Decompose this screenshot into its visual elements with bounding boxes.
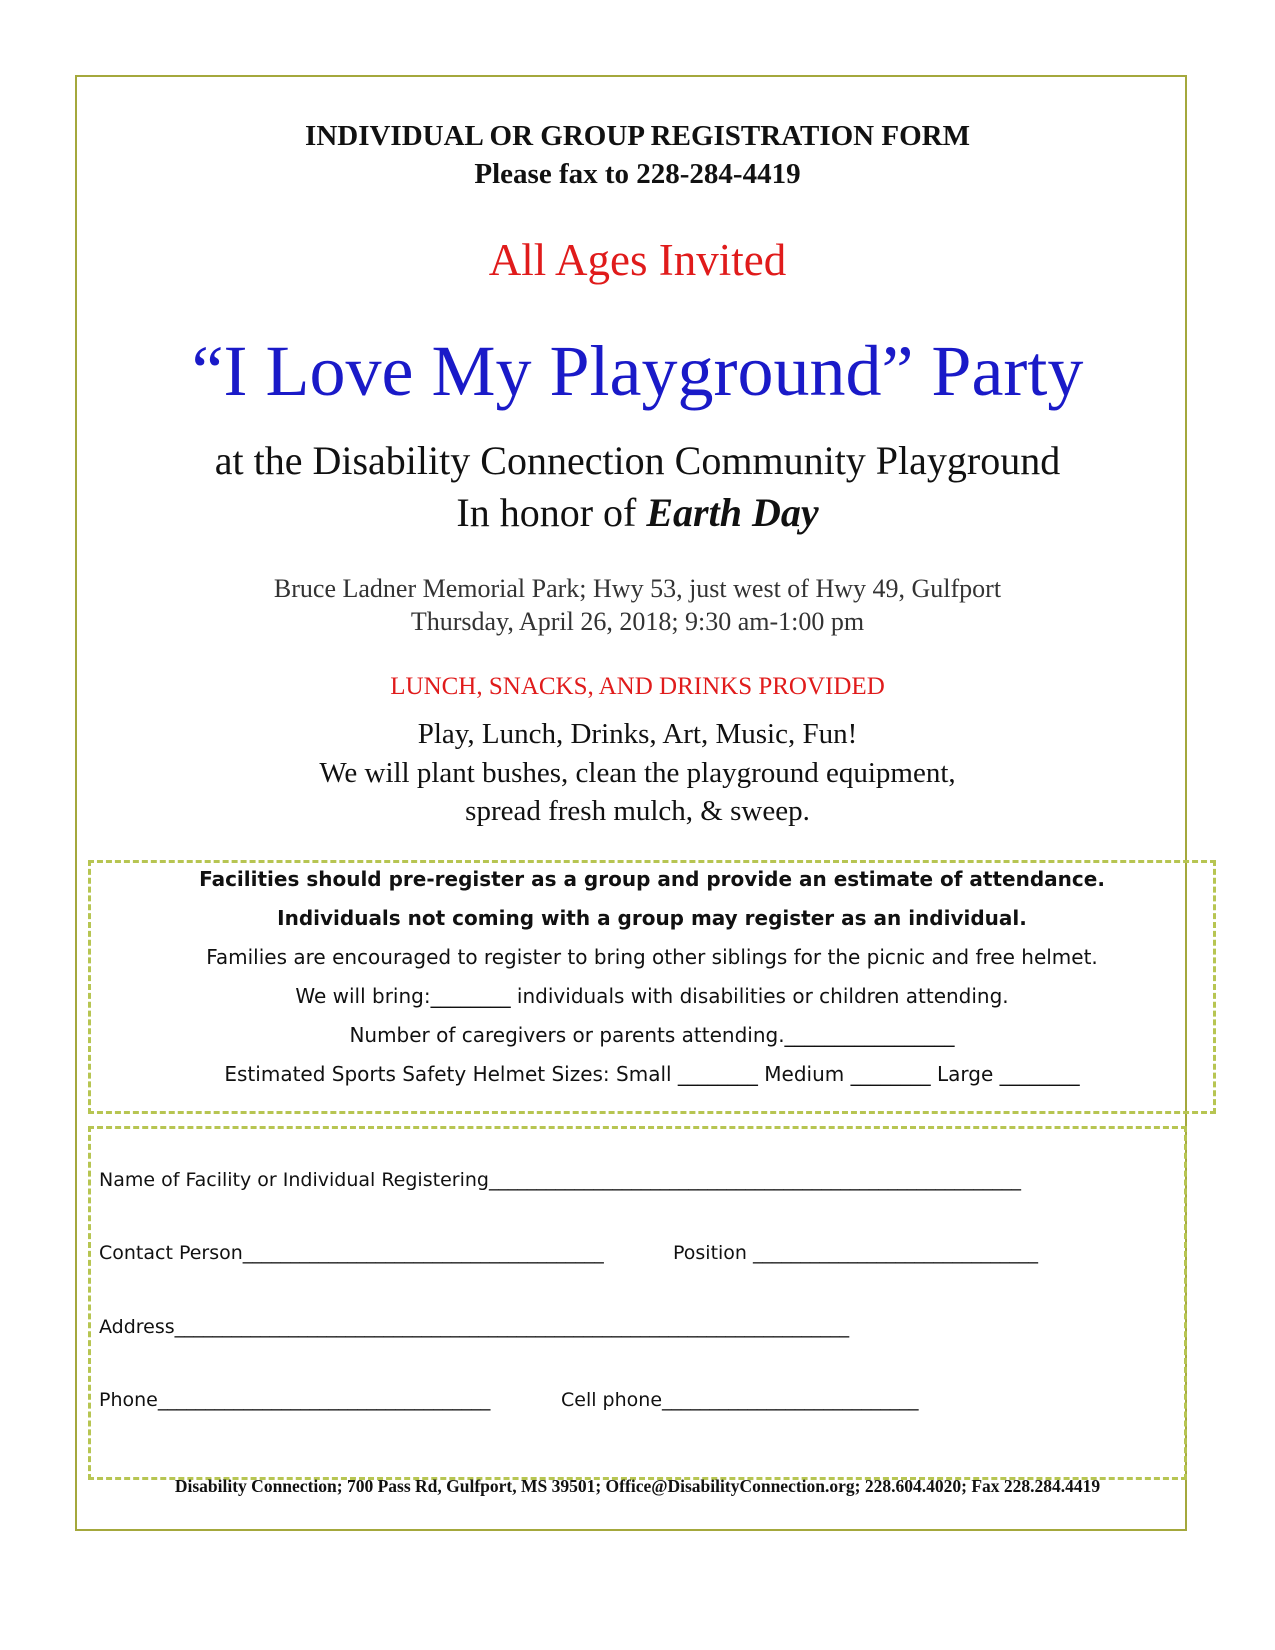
party-title: “I Love My Playground” Party [191, 331, 1084, 411]
provided-note: LUNCH, SNACKS, AND DRINKS PROVIDED [390, 673, 885, 700]
venue: Bruce Ladner Memorial Park; Hwy 53, just west of Hwy 49, Gulfport [273, 574, 1002, 603]
families-note: Families are encouraged to register to bring other siblings for the picnic and free helmet. [206, 945, 1098, 969]
earth-day: Earth Day [646, 490, 819, 535]
activities-line-1: Play, Lunch, Drinks, Art, Music, Fun! [417, 718, 858, 750]
honor-prefix: In honor of [456, 490, 647, 535]
we-will-bring-field[interactable]: We will bring:________ individuals with disabilities or children attending. [295, 984, 1009, 1008]
honor-line [0, 489, 1275, 536]
date-time: Thursday, April 26, 2018; 9:30 am-1:00 pm [410, 607, 865, 636]
activities-line-3: spread fresh mulch, & sweep. [465, 795, 810, 827]
all-ages-invited: All Ages Invited [488, 235, 787, 285]
form-title: INDIVIDUAL OR GROUP REGISTRATION FORM [305, 120, 970, 152]
helmet-sizes-field[interactable]: Estimated Sports Safety Helmet Sizes: Small ________ Medium ________ Large ________ [224, 1062, 1080, 1086]
footer-contact: Disability Connection; 700 Pass Rd, Gulfport, MS 39501; Office@DisabilityConnection.org; 228.604.4020; Fax 228.284.4419 [174, 1476, 1101, 1496]
group-note-1: Facilities should pre-register as a group and provide an estimate of attendance. [199, 867, 1105, 891]
location-line: at the Disability Connection Community Playground [214, 438, 1061, 483]
phone-field[interactable]: Phone___________________________________ [99, 1389, 491, 1411]
position-field[interactable]: Position ______________________________ [673, 1242, 1039, 1264]
group-note-2: Individuals not coming with a group may register as an individual. [277, 906, 1027, 930]
fax-number: Please fax to 228-284-4419 [474, 158, 801, 190]
address-field[interactable]: Address_______________________________________________________________________ [99, 1316, 850, 1338]
activities-line-2: We will plant bushes, clean the playground equipment, [319, 757, 956, 789]
caregivers-field[interactable]: Number of caregivers or parents attending._________________ [349, 1023, 955, 1047]
cell-phone-field[interactable]: Cell phone___________________________ [561, 1389, 919, 1411]
facility-name-field[interactable]: Name of Facility or Individual Registering________________________________________________________ [99, 1169, 1021, 1191]
contact-person-field[interactable]: Contact Person______________________________________ [99, 1242, 604, 1264]
